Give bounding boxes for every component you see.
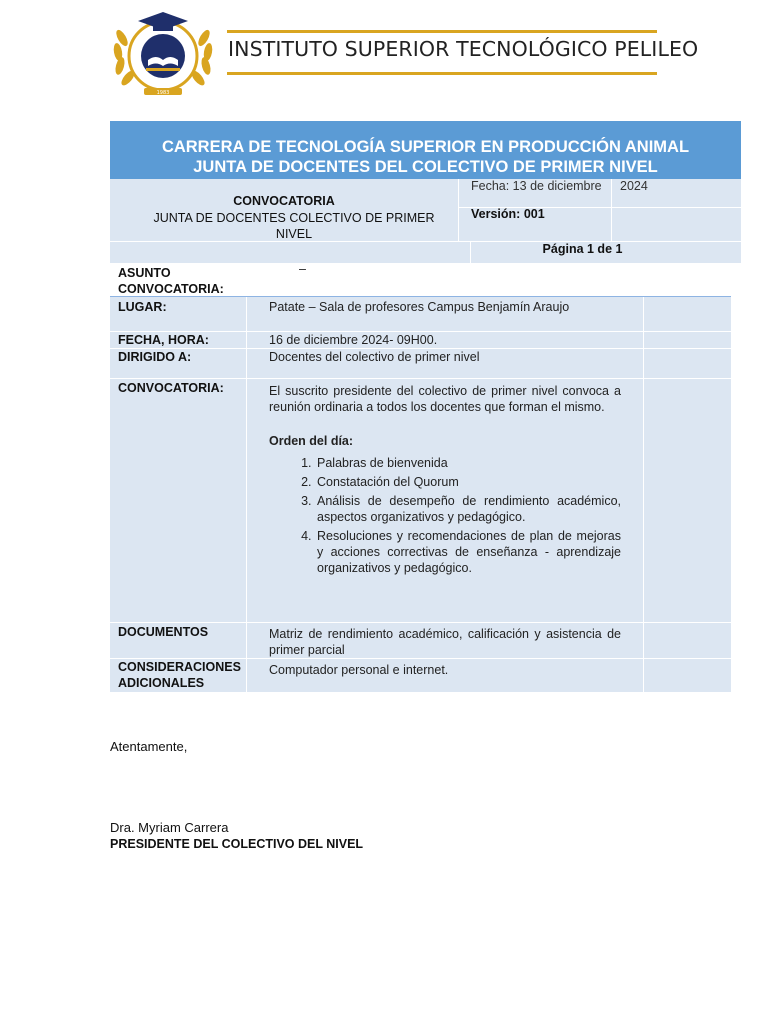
info-date: Fecha: 13 de diciembre xyxy=(471,179,602,193)
header-rule-bottom xyxy=(227,72,657,75)
info-page-number: Página 1 de 1 xyxy=(542,242,623,256)
signatory-title: PRESIDENTE DEL COLECTIVO DEL NIVEL xyxy=(110,837,364,851)
orden-del-dia-list xyxy=(269,455,621,576)
row-documentos xyxy=(110,623,731,658)
banner-line-2: JUNTA DE DOCENTES DEL COLECTIVO DE PRIMER NIVEL xyxy=(193,158,658,176)
signatory-name: Dra. Myriam Carrera xyxy=(110,820,229,835)
fecha-value: 16 de diciembre 2024- 09H00. xyxy=(269,333,438,347)
list-item: 4. Resoluciones y recomendaciones de plan de mejoras y acciones correctivas de enseñanza - aprendizaje organizativos y pedagógico. xyxy=(315,528,621,576)
fecha-label: FECHA, HORA: xyxy=(118,333,209,347)
row-asunto xyxy=(110,263,731,297)
version-label: Versión: xyxy=(471,207,521,221)
row-convocatoria xyxy=(110,379,731,622)
institution-name: INSTITUTO SUPERIOR TECNOLÓGICO PELILEO xyxy=(228,37,699,61)
info-year: 2024 xyxy=(620,179,648,193)
dirigido-value: Docentes del colectivo de primer nivel xyxy=(269,350,480,364)
convocatoria-label: CONVOCATORIA: xyxy=(118,381,224,395)
documentos-value: Matriz de rendimiento académico, calificación y asistencia de primer parcial xyxy=(269,627,621,657)
row-consideraciones xyxy=(110,659,731,692)
closing-greeting: Atentamente, xyxy=(110,739,188,754)
banner-line-1: CARRERA DE TECNOLOGÍA SUPERIOR EN PRODUCCIÓN ANIMAL xyxy=(161,138,690,156)
info-subtitle: JUNTA DE DOCENTES COLECTIVO DE PRIMER NIVEL xyxy=(153,211,435,241)
list-item: 2. Constatación del Quorum xyxy=(315,474,621,490)
seal-year: 1983 xyxy=(156,90,170,96)
institute-seal-logo xyxy=(108,8,218,98)
lugar-label: LUGAR: xyxy=(118,300,167,314)
header-rule-top xyxy=(227,30,657,33)
dirigido-label: DIRIGIDO A: xyxy=(118,350,192,364)
asunto-label: ASUNTO CONVOCATORIA: xyxy=(118,266,224,296)
convocatoria-text: El suscrito presidente del colectivo de primer nivel convoca a reunión ordinaria a todos los docentes que forman el mismo. xyxy=(269,384,621,414)
row-dirigido xyxy=(110,349,731,378)
row-lugar xyxy=(110,297,731,331)
version-value: 001 xyxy=(523,207,545,221)
consideraciones-label: CONSIDERACIONES ADICIONALES xyxy=(118,660,241,690)
info-title: CONVOCATORIA xyxy=(233,194,335,208)
row-fecha xyxy=(110,332,731,348)
list-item: 1. Palabras de bienvenida xyxy=(315,455,621,471)
consideraciones-value: Computador personal e internet. xyxy=(269,663,449,677)
lugar-value: Patate – Sala de profesores Campus Benjamín Araujo xyxy=(269,300,570,314)
list-item: 3. Análisis de desempeño de rendimiento académico, aspectos organizativos y pedagógico. xyxy=(315,493,621,525)
asunto-value: – xyxy=(299,262,306,276)
documentos-label: DOCUMENTOS xyxy=(118,625,209,639)
convocatoria-body xyxy=(269,383,621,579)
info-version xyxy=(471,207,545,221)
orden-del-dia-title: Orden del día: xyxy=(269,434,354,448)
career-banner xyxy=(110,121,741,179)
